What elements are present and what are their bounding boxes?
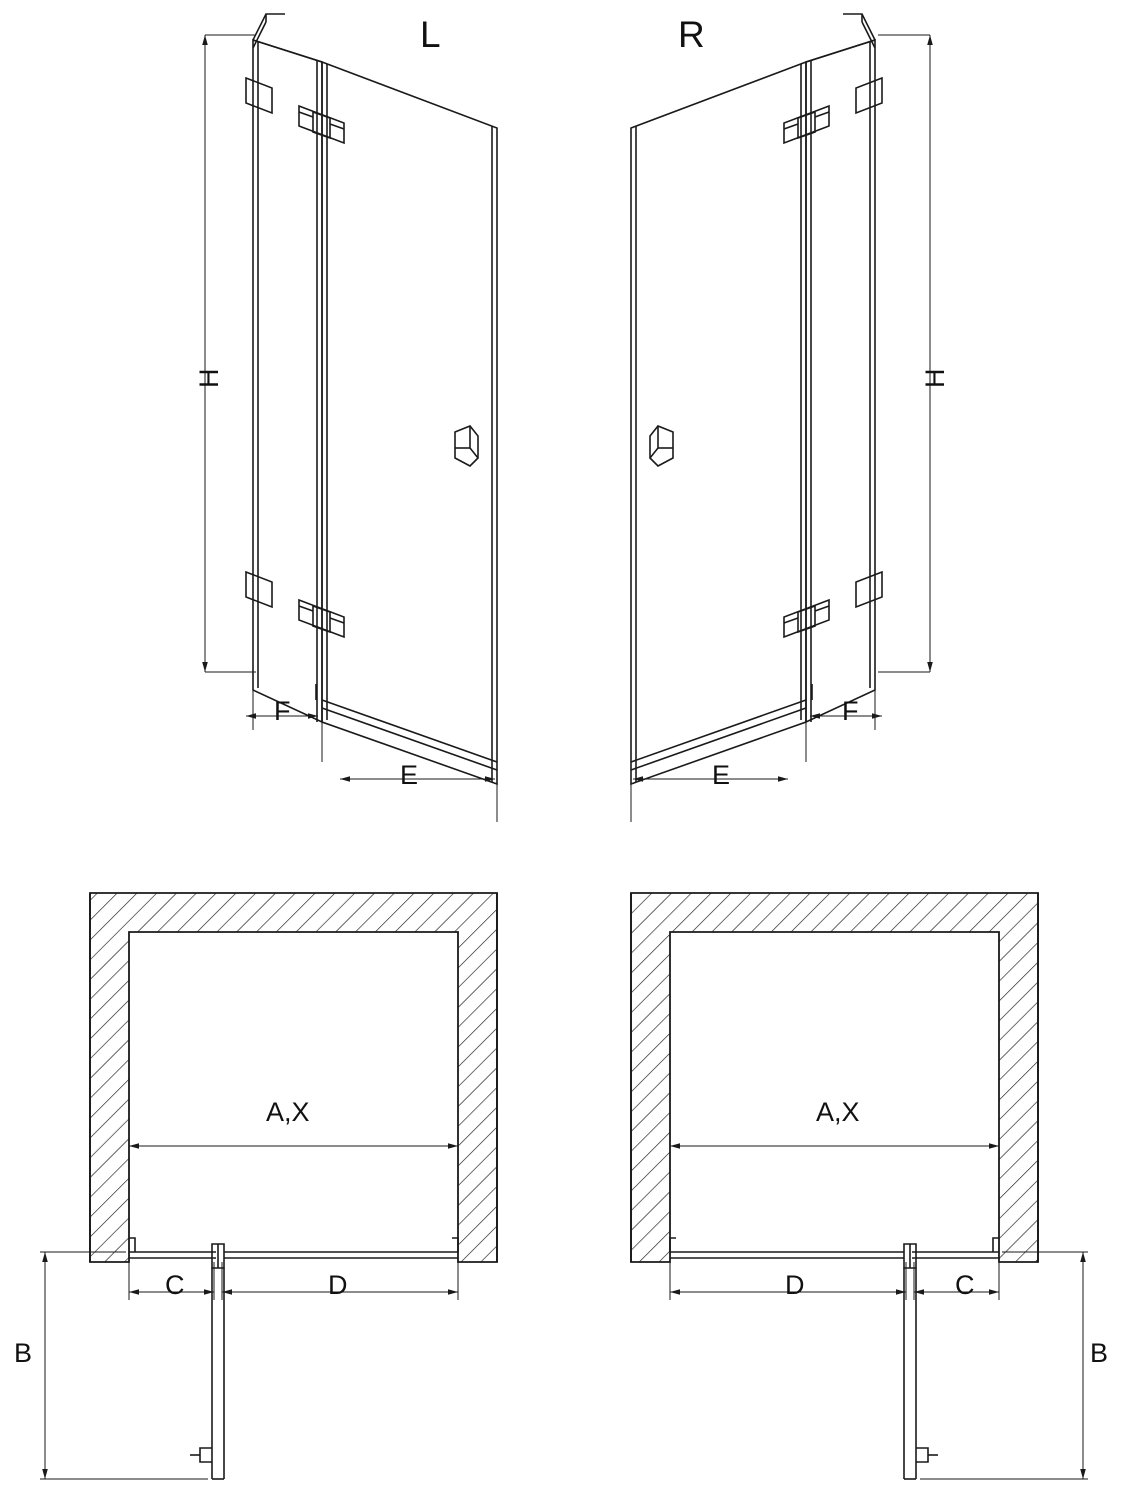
dimension-label-c-left: C (165, 1270, 185, 1300)
dimension-label-h-left: H (194, 368, 224, 388)
dimension-label-b-right: B (1090, 1338, 1109, 1368)
dimension-label-e-left: E (400, 760, 419, 790)
dimension-label-ax-right: A,X (816, 1097, 860, 1127)
plan-view-left (40, 893, 497, 1479)
dimension-label-e-right: E (712, 760, 731, 790)
dimension-label-f-right: F (842, 696, 859, 726)
dimension-label-ax-left: A,X (266, 1097, 310, 1127)
plan-view-right (631, 893, 1088, 1479)
label-right-variant: R (678, 14, 705, 55)
dimension-label-h-right: H (920, 368, 950, 388)
dimension-label-d-right: D (785, 1270, 805, 1300)
dimension-label-c-right: C (955, 1270, 975, 1300)
iso-view-right (631, 14, 930, 822)
iso-view-left (205, 14, 497, 822)
dimension-label-d-left: D (328, 1270, 348, 1300)
dimension-label-f-left: F (274, 696, 291, 726)
dimension-label-b-left: B (14, 1338, 33, 1368)
label-left-variant: L (420, 14, 441, 55)
